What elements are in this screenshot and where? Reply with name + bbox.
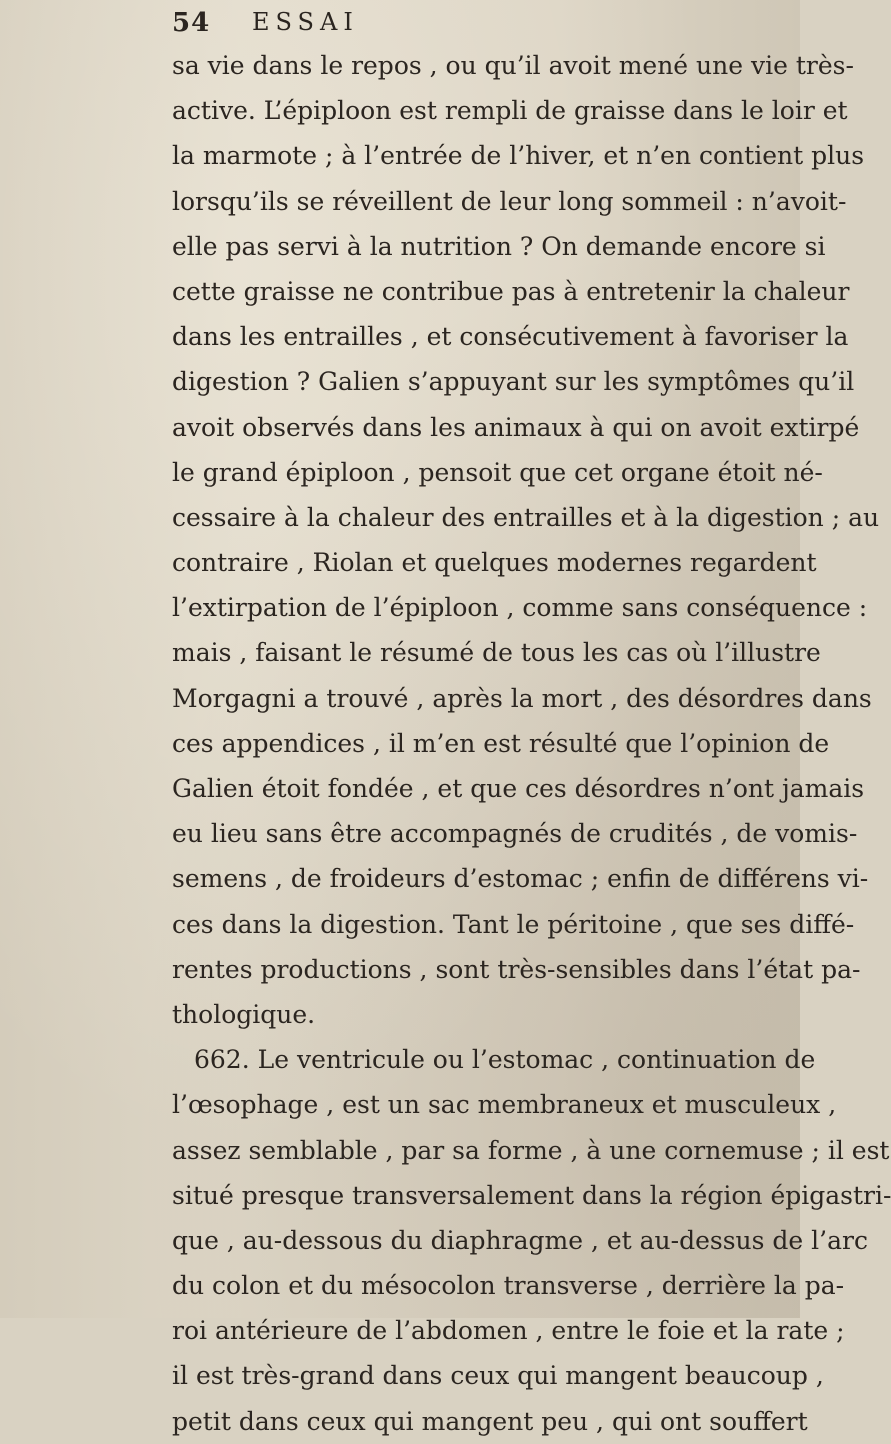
- text-line: l’œsophage , est un sac membraneux et musculeux ,: [172, 1090, 837, 1120]
- text-line: rentes productions , sont très-sensibles dans l’état pa-: [172, 954, 861, 984]
- text-line: contraire , Riolan et quelques modernes regardent: [172, 548, 817, 578]
- text-line: roi antérieure de l’abdomen , entre le foie et la rate ;: [172, 1316, 845, 1346]
- text-line: mais , faisant le résumé de tous les cas où l’illustre: [172, 638, 821, 668]
- text-line: ces appendices , il m’en est résulté que l’opinion de: [172, 728, 830, 758]
- text-line: petit dans ceux qui mangent peu , qui ont souffert: [172, 1406, 808, 1436]
- running-title: ESSAI: [252, 8, 359, 36]
- running-head: [172, 8, 692, 44]
- text-line: lorsqu’ils se réveillent de leur long sommeil : n’avoit-: [172, 186, 847, 216]
- text-line: elle pas servi à la nutrition ? On demande encore si: [172, 231, 826, 261]
- text-line: du colon et du mésocolon transverse , derrière la pa-: [172, 1271, 845, 1301]
- text-line: active. L’épiploon est rempli de graisse dans le loir et: [172, 96, 848, 126]
- text-line: dans les entrailles , et consécutivement à favoriser la: [172, 322, 849, 352]
- text-line: le grand épiploon , pensoit que cet organe étoit né-: [172, 457, 823, 487]
- text-line: cette graisse ne contribue pas à entretenir la chaleur: [172, 276, 850, 306]
- text-line: que , au-dessous du diaphragme , et au-dessus de l’arc: [172, 1225, 868, 1255]
- text-line: la marmote ; à l’entrée de l’hiver, et n’en contient plus: [172, 141, 865, 171]
- text-line: il est très-grand dans ceux qui mangent beaucoup ,: [172, 1361, 824, 1391]
- text-line: semens , de froideurs d’estomac ; enfin de différens vi-: [172, 864, 869, 894]
- text-line: sa vie dans le repos , ou qu’il avoit mené une vie très-: [172, 51, 854, 80]
- text-line: Morgagni a trouvé , après la mort , des désordres dans: [172, 683, 872, 713]
- paragraph-end-line: thologique.: [172, 999, 316, 1029]
- section-heading-line: 662. Le ventricule ou l’estomac , continuation de: [194, 1045, 816, 1075]
- text-line: l’extirpation de l’épiploon , comme sans conséquence :: [172, 593, 868, 623]
- text-line: situé presque transversalement dans la région épigastri-: [172, 1180, 891, 1210]
- text-line: assez semblable , par sa forme , à une cornemuse ; il est: [172, 1135, 890, 1165]
- body-text: [172, 43, 891, 1444]
- text-line: cessaire à la chaleur des entrailles et à la digestion ; au: [172, 502, 880, 532]
- page-number: 54: [172, 8, 211, 38]
- text-line: Galien étoit fondée , et que ces désordres n’ont jamais: [172, 774, 865, 803]
- text-line: eu lieu sans être accompagnés de crudités , de vomis-: [172, 819, 858, 849]
- text-line: ces dans la digestion. Tant le péritoine , que ses diffé-: [172, 909, 855, 939]
- text-line: avoit observés dans les animaux à qui on avoit extirpé: [172, 412, 860, 442]
- text-line: digestion ? Galien s’appuyant sur les symptômes qu’il: [172, 367, 855, 397]
